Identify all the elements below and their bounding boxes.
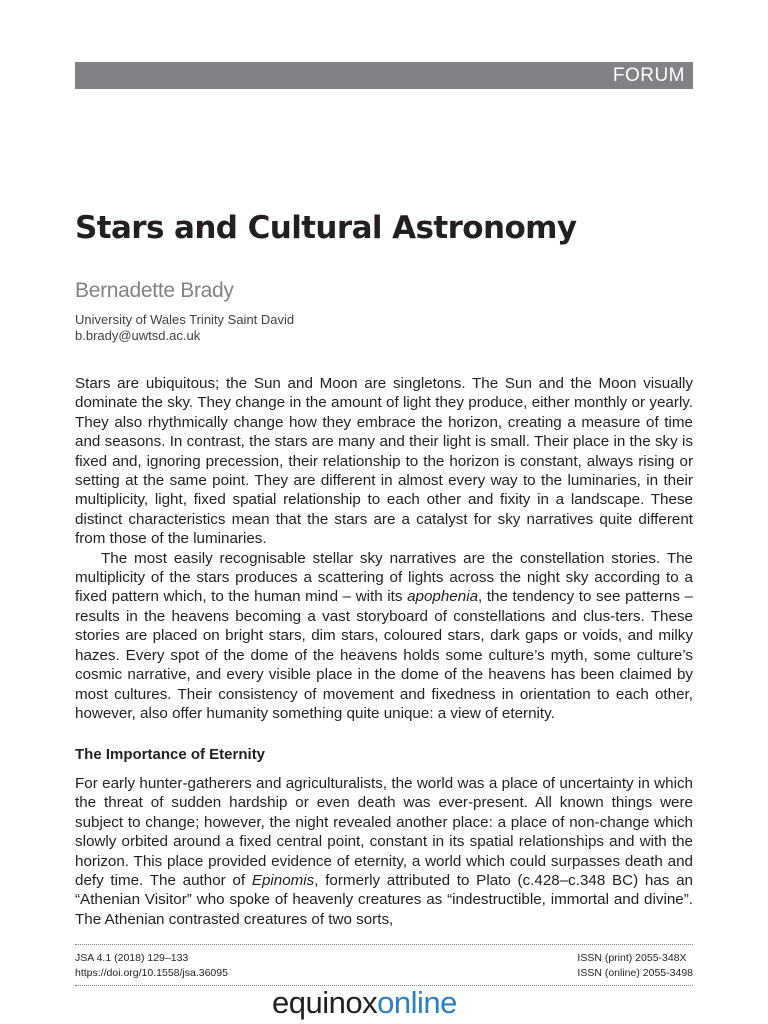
section-label: FORUM	[612, 65, 685, 86]
article-body-intro	[75, 374, 693, 723]
paragraph-2-text-b: , the tendency to see patterns – results in the heavens becoming a vast storyboard of constellations and clus-ters. These stories are placed on bright stars, dim stars, coloured stars, dark gaps or voids, and milky hazes. Every spot of the dome of the heavens holds some culture’s myth, some culture’s cosmic narrative, and every visible place in the dome of the heavens has been claimed by most cultures. Their consistency of movement and fixedness in orientation to each other, however, also offer humanity something quite unique: a view of eternity.	[75, 588, 693, 722]
author-email[interactable]: b.brady@uwtsd.ac.uk	[75, 328, 201, 343]
author-affiliation: University of Wales Trinity Saint David	[75, 312, 295, 327]
paragraph-3-text-a: For early hunter-gatherers and agriculturalists, the world was a place of uncertainty in which the threat of sudden hardship or even death was ever-present. All known things were subject to change; however, the night revealed another place: a place of non-change which slowly orbited around a fixed central point, constant in its spatial relationships and with the horizon. This place provided evidence of eternity, a world which could surpasses death and defy time. The author of	[75, 775, 693, 890]
issn-online: ISSN (online) 2055-3498	[577, 967, 693, 979]
paragraph-2-italic: apophenia	[407, 588, 479, 606]
section-heading: The Importance of Eternity	[75, 746, 266, 763]
footer-divider-top	[75, 944, 693, 945]
paragraph-3-text-b: , formerly attributed to Plato (c.428–c.348 BC) has an “Athenian Visitor” who spoke of heavenly creatures as “indestructible, immortal and divine”. The Athenian contrasted creatures of two sorts,	[75, 872, 693, 928]
journal-reference: JSA 4.1 (2018) 129–133	[75, 952, 189, 964]
paragraph-1: Stars are ubiquitous; the Sun and Moon are singletons. The Sun and the Moon visually dominate the sky. They change in the amount of light they produce, either monthly or yearly. They also rhythmically change how they embrace the horizon, creating a measure of time and seasons. In contrast, the stars are many and their light is small. Their place in the sky is fixed and, ignoring precession, their relationship to the horizon is constant, always rising or setting at the same point. They are different in almost every way to the luminaries, in their multiplicity, light, fixed spatial relationship to each other and fixity in a landscape. These distinct characteristics mean that the stars are a catalyst for sky narratives quite different from those of the luminaries.	[75, 375, 693, 548]
paragraph-2-text-a: The most easily recognisable stellar sky narratives are the constellation stories. The multiplicity of the stars produces a scattering of lights across the night sky according to a fixed pattern which, to the human mind – with its	[75, 549, 693, 606]
author-name: Bernadette Brady	[75, 279, 234, 302]
logo-text-equinox: equinox	[272, 985, 378, 1020]
footer-citation	[75, 951, 228, 981]
article-title: Stars and Cultural Astronomy	[75, 210, 577, 246]
logo-text-online: online	[377, 985, 457, 1020]
doi-link[interactable]: https://doi.org/10.1558/jsa.36095	[75, 967, 228, 979]
section-banner	[75, 62, 693, 89]
paragraph-3	[75, 774, 693, 929]
paragraph-2	[75, 549, 693, 724]
publisher-logo	[272, 984, 498, 1022]
article-body-section	[75, 774, 693, 929]
paragraph-3-italic: Epinomis	[251, 872, 315, 890]
footer-issn	[577, 951, 693, 981]
issn-print: ISSN (print) 2055-348X	[577, 952, 687, 964]
